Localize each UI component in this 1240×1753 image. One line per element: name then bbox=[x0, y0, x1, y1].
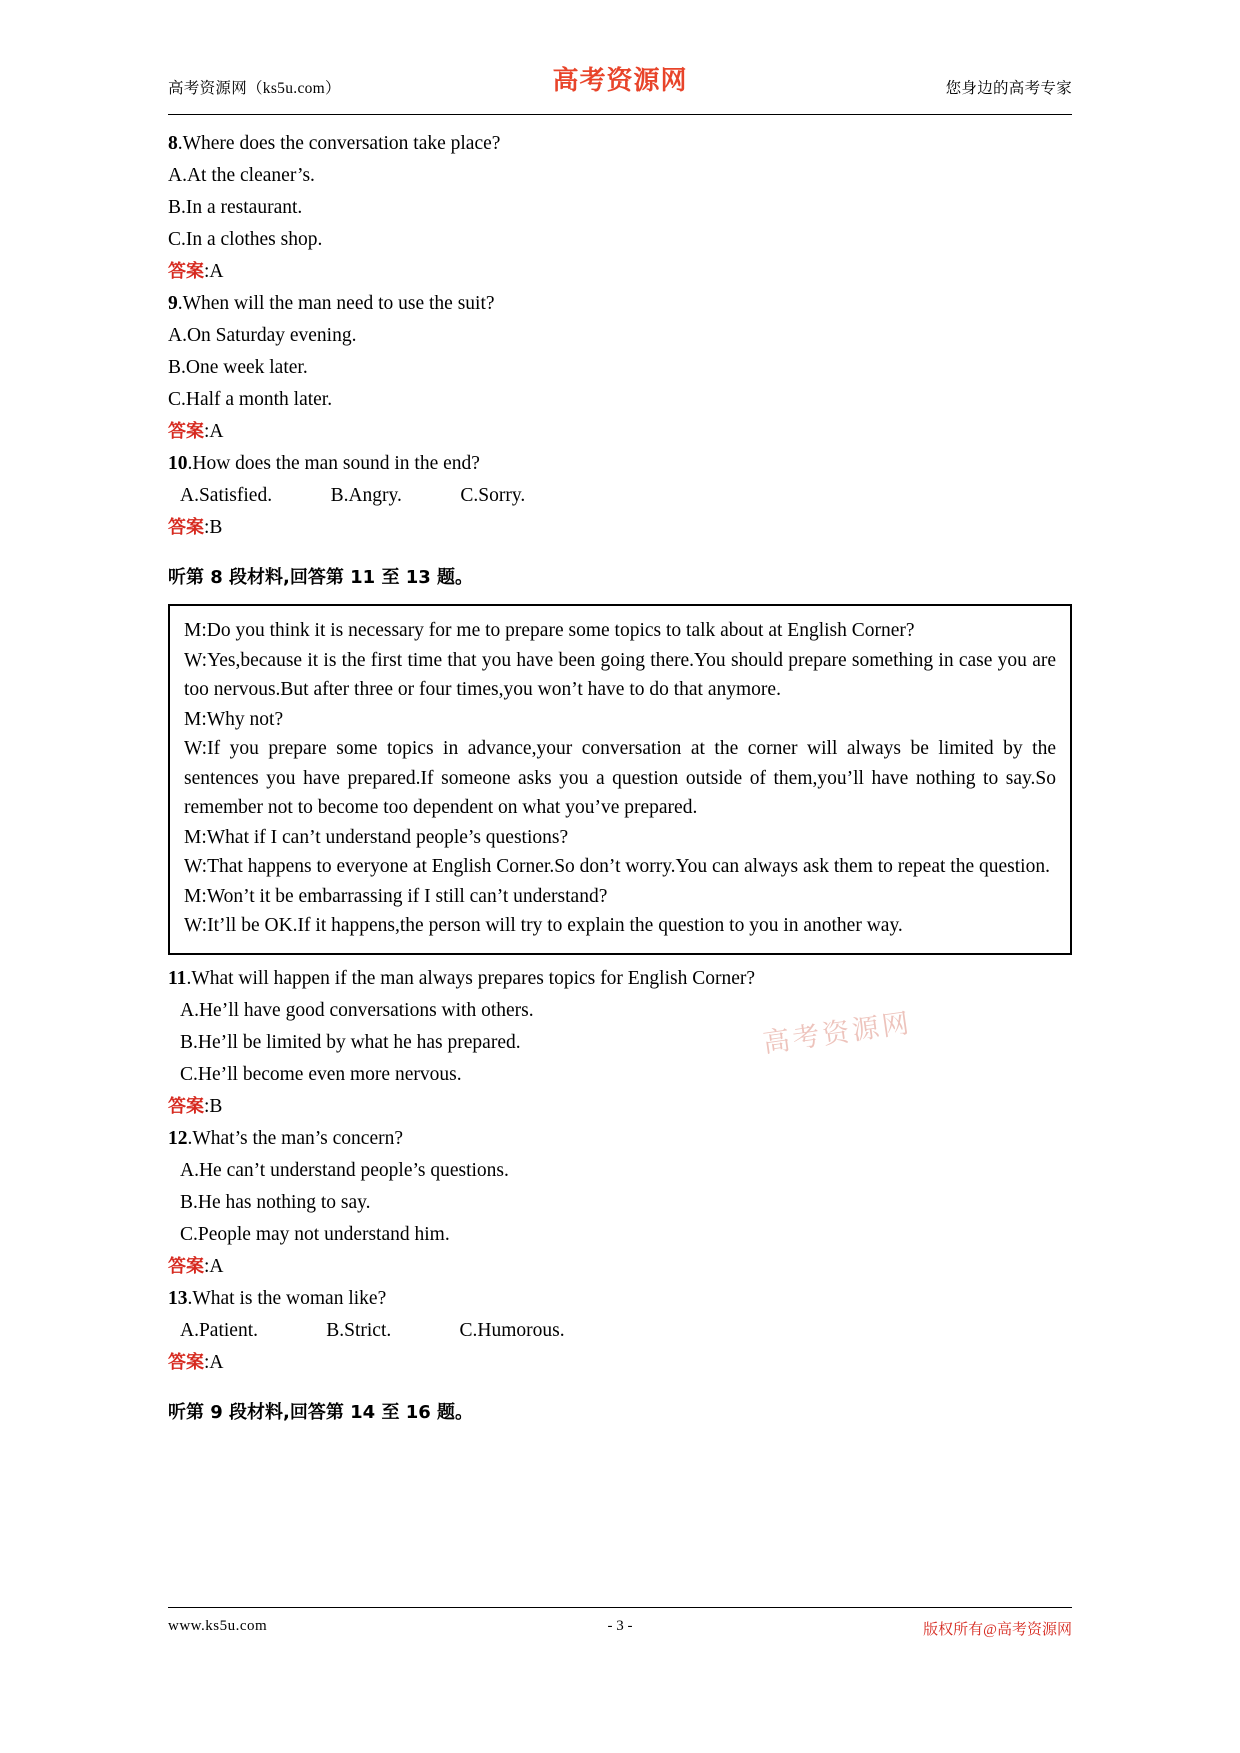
footer-page-number: - 3 - bbox=[607, 1618, 633, 1634]
page-content bbox=[168, 0, 1072, 1753]
answer-value: :A bbox=[204, 261, 224, 282]
dialog-line: W:That happens to everyone at English Corner.So don’t worry.You can always ask them to repeat the question. bbox=[184, 856, 1050, 877]
answer-label: 答案 bbox=[168, 1351, 204, 1373]
page-body bbox=[168, 128, 1072, 1439]
question-11-option-b: B.He’ll be limited by what he has prepared. bbox=[180, 1031, 521, 1053]
question-8-option-a: A.At the cleaner’s. bbox=[168, 165, 315, 186]
answer-value: :A bbox=[204, 1351, 224, 1373]
question-9-text: .When will the man need to use the suit? bbox=[177, 293, 495, 314]
footer-copyright: 版权所有@高考资源网 bbox=[923, 1622, 1072, 1638]
question-13-stem bbox=[168, 1283, 1072, 1315]
header-slogan: 您身边的高考专家 bbox=[945, 80, 1072, 97]
question-8-option-b: B.In a restaurant. bbox=[168, 197, 303, 218]
question-12-answer bbox=[168, 1251, 1072, 1283]
section-heading-9: 听第 9 段材料,回答第 14 至 16 题。 bbox=[168, 1401, 474, 1423]
question-12-option-c: C.People may not understand him. bbox=[180, 1223, 450, 1245]
question-12-option-b: B.He has nothing to say. bbox=[180, 1191, 371, 1213]
answer-label: 答案 bbox=[168, 517, 204, 538]
answer-value: :A bbox=[204, 421, 224, 442]
question-9-stem bbox=[168, 288, 1072, 320]
question-10-options: A.Satisfied. B.Angry. C.Sorry. bbox=[180, 485, 526, 506]
question-9-option-a: A.On Saturday evening. bbox=[168, 325, 357, 346]
header-site-name: 高考资源网（ks5u.com） bbox=[168, 80, 341, 97]
section-heading-8: 听第 8 段材料,回答第 11 至 13 题。 bbox=[168, 567, 474, 588]
question-11-option-a: A.He’ll have good conversations with others. bbox=[180, 999, 534, 1021]
dialog-line: M:Do you think it is necessary for me to prepare some topics to talk about at English Corner? bbox=[184, 620, 915, 641]
question-11-text: .What will happen if the man always prepares topics for English Corner? bbox=[186, 967, 756, 989]
question-9-option-b: B.One week later. bbox=[168, 357, 308, 378]
question-13-options: A.Patient. B.Strict. C.Humorous. bbox=[180, 1319, 565, 1341]
question-8-text: .Where does the conversation take place? bbox=[177, 133, 501, 154]
dialog-line: W:It’ll be OK.If it happens,the person will try to explain the question to you in another way. bbox=[184, 915, 903, 936]
answer-label: 答案 bbox=[168, 1255, 204, 1277]
question-9-option-c: C.Half a month later. bbox=[168, 389, 333, 410]
question-13-answer bbox=[168, 1347, 1072, 1379]
dialog-line: M:Why not? bbox=[184, 708, 284, 730]
question-12-stem bbox=[168, 1123, 1072, 1155]
question-8-stem bbox=[168, 128, 1072, 160]
question-12-number: 12 bbox=[168, 1127, 188, 1149]
question-11-option-c: C.He’ll become even more nervous. bbox=[180, 1063, 462, 1085]
question-8-answer bbox=[168, 256, 1072, 288]
question-10-text: .How does the man sound in the end? bbox=[187, 453, 480, 474]
dialog-transcript-box bbox=[168, 604, 1072, 955]
dialog-line: W:If you prepare some topics in advance,your conversation at the corner will always be limited by the sentences you have prepared.If someone asks you a question outside of them,you’ll have nothing to say.So remember not to become too dependent on what you’ve prepared. bbox=[184, 738, 1056, 818]
dialog-line: W:Yes,because it is the first time that you have been going there.You should prepare something in case you are too nervous.But after three or four times,you won’t have to do that anymore. bbox=[184, 649, 1056, 700]
answer-value: :B bbox=[204, 1095, 223, 1117]
question-13-text: .What is the woman like? bbox=[187, 1287, 387, 1309]
question-9-answer bbox=[168, 416, 1072, 448]
answer-value: :A bbox=[204, 1255, 224, 1277]
question-8-option-c: C.In a clothes shop. bbox=[168, 229, 323, 250]
question-10-answer bbox=[168, 512, 1072, 544]
page-footer bbox=[168, 1607, 1072, 1648]
question-10-number: 10 bbox=[168, 453, 188, 474]
header-logo: 高考资源网 bbox=[552, 66, 688, 96]
question-13-number: 13 bbox=[168, 1287, 188, 1309]
dialog-line: M:Won’t it be embarrassing if I still can’t understand? bbox=[184, 885, 608, 907]
answer-label: 答案 bbox=[168, 1095, 204, 1117]
footer-url: www.ks5u.com bbox=[168, 1618, 268, 1634]
question-11-number: 11 bbox=[168, 967, 187, 989]
answer-value: :B bbox=[204, 517, 223, 538]
question-8-number: 8 bbox=[168, 133, 178, 154]
page-header bbox=[168, 62, 1072, 115]
question-12-option-a: A.He can’t understand people’s questions. bbox=[180, 1159, 509, 1181]
question-11-answer bbox=[168, 1091, 1072, 1123]
question-12-text: .What’s the man’s concern? bbox=[187, 1127, 403, 1149]
answer-label: 答案 bbox=[168, 261, 204, 282]
watermark-text: 高考资源网 bbox=[760, 1007, 914, 1060]
question-11-stem bbox=[168, 963, 1072, 995]
answer-label: 答案 bbox=[168, 421, 204, 442]
question-10-stem bbox=[168, 448, 1072, 480]
question-9-number: 9 bbox=[168, 293, 178, 314]
dialog-line: M:What if I can’t understand people’s questions? bbox=[184, 826, 569, 848]
